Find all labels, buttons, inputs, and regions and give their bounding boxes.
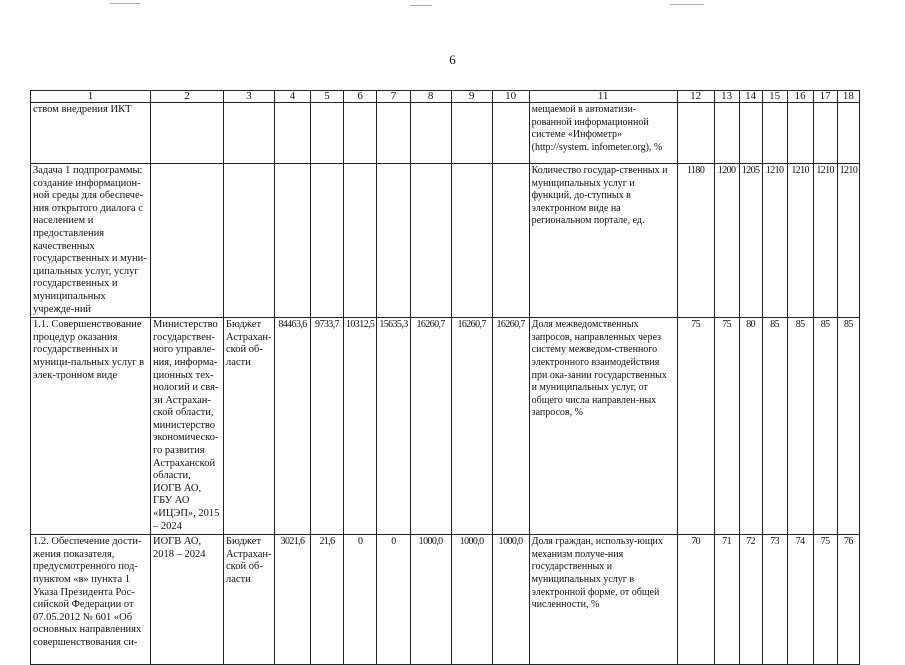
table-cell: 1210 <box>787 164 813 318</box>
table-cell <box>275 103 311 164</box>
table-cell <box>677 103 714 164</box>
table-cell <box>224 164 275 318</box>
table-cell: Министерство государствен-ного управле-ния, информа-ционных тех-нологий и свя-зи Астрахан-ской области, министерство экономическо-го развития Астраханской области, ИОГВ АО, ГБУ АО «ИЦЭП», 2015 – 2024 <box>151 318 224 535</box>
column-header: 14 <box>739 91 762 103</box>
table-cell: мещаемой в автоматизи-рованной информационной системе «Инфометр» (http://system. infometer.org), % <box>529 103 677 164</box>
column-header: 9 <box>451 91 492 103</box>
table-cell: 1210 <box>762 164 787 318</box>
column-header: 5 <box>311 91 344 103</box>
table-row <box>31 164 860 318</box>
table-cell <box>311 103 344 164</box>
table-cell: ИОГВ АО, 2018 – 2024 <box>151 535 224 665</box>
table-cell: 72 <box>739 535 762 665</box>
table-cell: 16260,7 <box>451 318 492 535</box>
table-cell: 85 <box>787 318 813 535</box>
table-cell: 70 <box>677 535 714 665</box>
table-cell: 3021,6 <box>275 535 311 665</box>
column-header: 12 <box>677 91 714 103</box>
table-cell <box>714 103 739 164</box>
table-cell: Доля граждан, использу-ющих механизм получе-ния государственных и муниципальных услуг в электронной форме, от общей численности, % <box>529 535 677 665</box>
table-cell <box>762 103 787 164</box>
column-header: 10 <box>492 91 529 103</box>
table-cell: ством внедрения ИКТ <box>31 103 151 164</box>
scan-artifact <box>670 4 704 5</box>
table-cell: Бюджет Астрахан-ской об-ласти <box>224 535 275 665</box>
table-cell <box>813 103 837 164</box>
column-header: 8 <box>410 91 451 103</box>
column-header: 7 <box>377 91 410 103</box>
column-header: 4 <box>275 91 311 103</box>
table-cell: 84463,6 <box>275 318 311 535</box>
table-cell: 9733,7 <box>311 318 344 535</box>
table-cell <box>377 164 410 318</box>
table-cell: 85 <box>762 318 787 535</box>
table-cell: 75 <box>677 318 714 535</box>
table-cell: 1205 <box>739 164 762 318</box>
table-cell: 1210 <box>813 164 837 318</box>
table-cell: 0 <box>344 535 377 665</box>
table-cell: 15635,3 <box>377 318 410 535</box>
table-cell: 0 <box>377 535 410 665</box>
table-cell <box>451 164 492 318</box>
table-cell <box>787 103 813 164</box>
table-cell: 80 <box>739 318 762 535</box>
table-cell: 1200 <box>714 164 739 318</box>
table-cell: 1000,0 <box>410 535 451 665</box>
table-cell: 10312,5 <box>344 318 377 535</box>
column-header: 17 <box>813 91 837 103</box>
column-header: 15 <box>762 91 787 103</box>
table-cell: 85 <box>813 318 837 535</box>
table-cell: 1180 <box>677 164 714 318</box>
table-cell <box>410 164 451 318</box>
column-header: 18 <box>837 91 860 103</box>
table-cell: Доля межведомственных запросов, направленных через систему межведом-ственного электронного взаимодействия при ока-зании государственных и муниципальных услуг, от общего числа направлен-ных запросов, % <box>529 318 677 535</box>
table-cell <box>451 103 492 164</box>
header-row <box>31 91 860 103</box>
table-cell: 85 <box>837 318 860 535</box>
table-cell: 21,6 <box>311 535 344 665</box>
column-header: 6 <box>344 91 377 103</box>
table-cell: 73 <box>762 535 787 665</box>
table-cell: Количество государ-ственных и муниципальных услуг и функций, до-ступных в электронном виде на региональном портале, ед. <box>529 164 677 318</box>
column-header: 2 <box>151 91 224 103</box>
program-table <box>30 90 860 665</box>
table-cell <box>275 164 311 318</box>
table-cell: 1210 <box>837 164 860 318</box>
column-header: 1 <box>31 91 151 103</box>
table-cell: 76 <box>837 535 860 665</box>
table-cell <box>837 103 860 164</box>
table-row <box>31 535 860 665</box>
table-cell: 16260,7 <box>492 318 529 535</box>
table-cell: Задача 1 подпрограммы: создание информацион-ной среды для обеспече-ния открытого диалога с населением и предоставления качественных государственных и муни-ципальных услуг, услуг государственных и муниципальных учрежде-ний <box>31 164 151 318</box>
table-cell <box>492 164 529 318</box>
table-cell: 71 <box>714 535 739 665</box>
table-cell: 74 <box>787 535 813 665</box>
table-cell: 1.1. Совершенствование процедур оказания государственных и муници-пальных услуг в элек-тронном виде <box>31 318 151 535</box>
table-cell <box>151 103 224 164</box>
page-number: 6 <box>449 52 456 67</box>
scan-artifact <box>410 5 432 6</box>
table-cell: 75 <box>813 535 837 665</box>
table-row <box>31 103 860 164</box>
scan-artifact <box>110 3 140 4</box>
table-cell <box>492 103 529 164</box>
table-cell <box>224 103 275 164</box>
table-cell: 75 <box>714 318 739 535</box>
table-cell <box>739 103 762 164</box>
table-cell: 1000,0 <box>492 535 529 665</box>
table-cell: Бюджет Астрахан-ской об-ласти <box>224 318 275 535</box>
table-cell: 16260,7 <box>410 318 451 535</box>
column-header: 13 <box>714 91 739 103</box>
table-cell <box>410 103 451 164</box>
column-header: 16 <box>787 91 813 103</box>
column-header: 3 <box>224 91 275 103</box>
column-header: 11 <box>529 91 677 103</box>
table-cell: 1000,0 <box>451 535 492 665</box>
table-cell <box>344 103 377 164</box>
table-cell <box>311 164 344 318</box>
table-cell <box>151 164 224 318</box>
table-cell <box>377 103 410 164</box>
table-row <box>31 318 860 535</box>
table-cell <box>344 164 377 318</box>
table-cell: 1.2. Обеспечение дости-жения показателя, предусмотренного под-пунктом «в» пункта 1 Указа Президента Рос-сийской Федерации от 07.05.2012 № 601 «Об основных направлениях совершенствования си- <box>31 535 151 665</box>
